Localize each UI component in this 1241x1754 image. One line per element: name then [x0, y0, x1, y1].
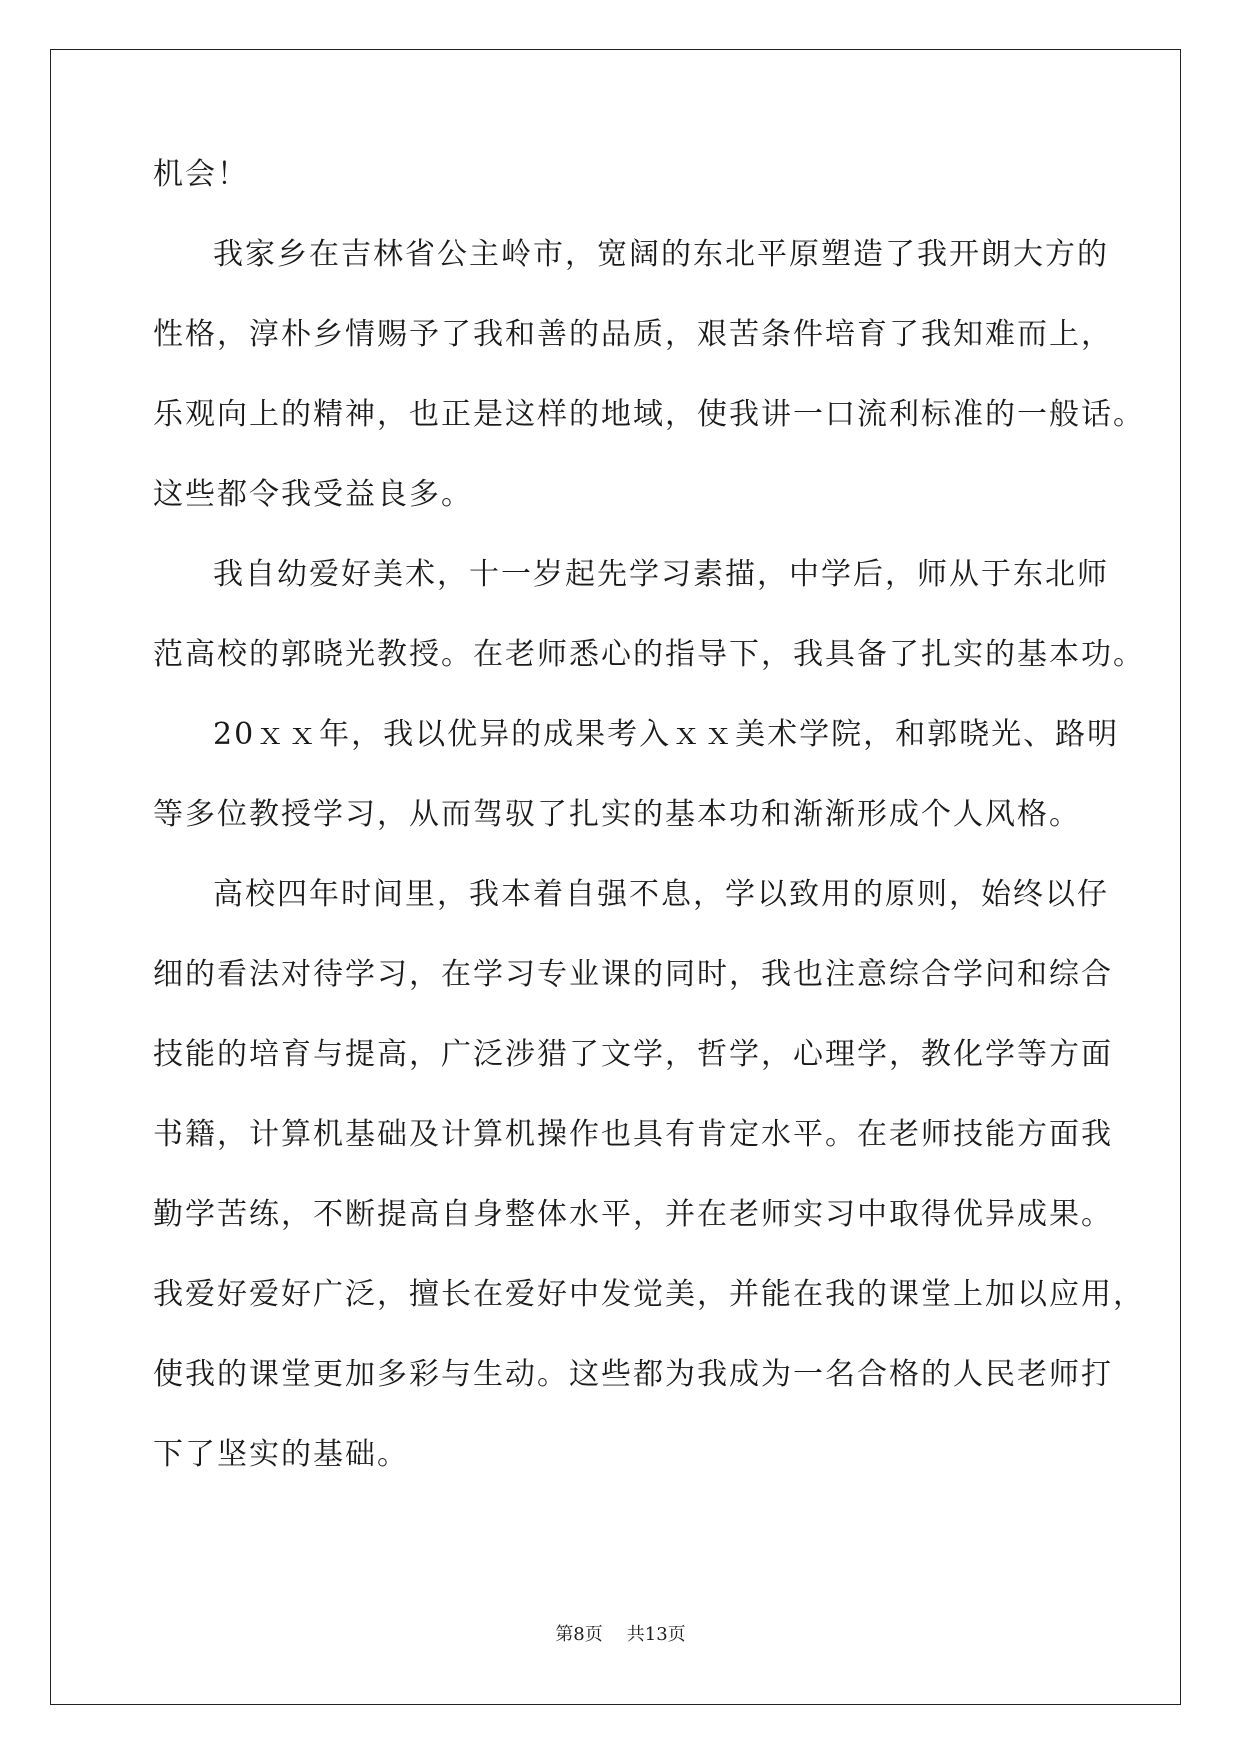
text-line: 20ｘｘ年，我以优异的成果考入ｘｘ美术学院，和郭晓光、路明 [213, 717, 1120, 752]
text-line: 勤学苦练，不断提高自身整体水平，并在老师实习中取得优异成果。 [153, 1197, 1113, 1232]
text-line: 机会！ [153, 157, 249, 192]
page-footer [0, 1620, 1241, 1646]
text-line: 细的看法对待学习，在学习专业课的同时，我也注意综合学问和综合 [153, 957, 1113, 992]
text-line: 性格，淳朴乡情赐予了我和善的品质，艰苦条件培育了我知难而上， [153, 317, 1113, 352]
text-line: 范高校的郭晓光教授。在老师悉心的指导下，我具备了扎实的基本功。 [153, 637, 1145, 672]
page-number: 第8页 [555, 1624, 603, 1645]
text-line: 高校四年时间里，我本着自强不息，学以致用的原则，始终以仔 [213, 877, 1109, 912]
text-line: 乐观向上的精神，也正是这样的地域，使我讲一口流利标准的一般话。 [153, 397, 1145, 432]
text-line: 下了坚实的基础。 [153, 1437, 409, 1472]
text-line: 等多位教授学习，从而驾驭了扎实的基本功和渐渐形成个人风格。 [153, 797, 1081, 832]
text-line: 技能的培育与提高，广泛涉猎了文学，哲学，心理学，教化学等方面 [153, 1037, 1113, 1072]
text-line: 使我的课堂更加多彩与生动。这些都为我成为一名合格的人民老师打 [153, 1357, 1113, 1392]
page-total: 共13页 [626, 1624, 686, 1645]
text-line: 我爱好爱好广泛，擅长在爱好中发觉美，并能在我的课堂上加以应用， [153, 1277, 1145, 1312]
text-line: 这些都令我受益良多。 [153, 477, 473, 512]
text-line: 我家乡在吉林省公主岭市，宽阔的东北平原塑造了我开朗大方的 [213, 237, 1109, 272]
text-line: 我自幼爱好美术，十一岁起先学习素描，中学后，师从于东北师 [213, 557, 1109, 592]
text-line: 书籍，计算机基础及计算机操作也具有肯定水平。在老师技能方面我 [153, 1117, 1113, 1152]
document-body [153, 157, 1145, 1520]
